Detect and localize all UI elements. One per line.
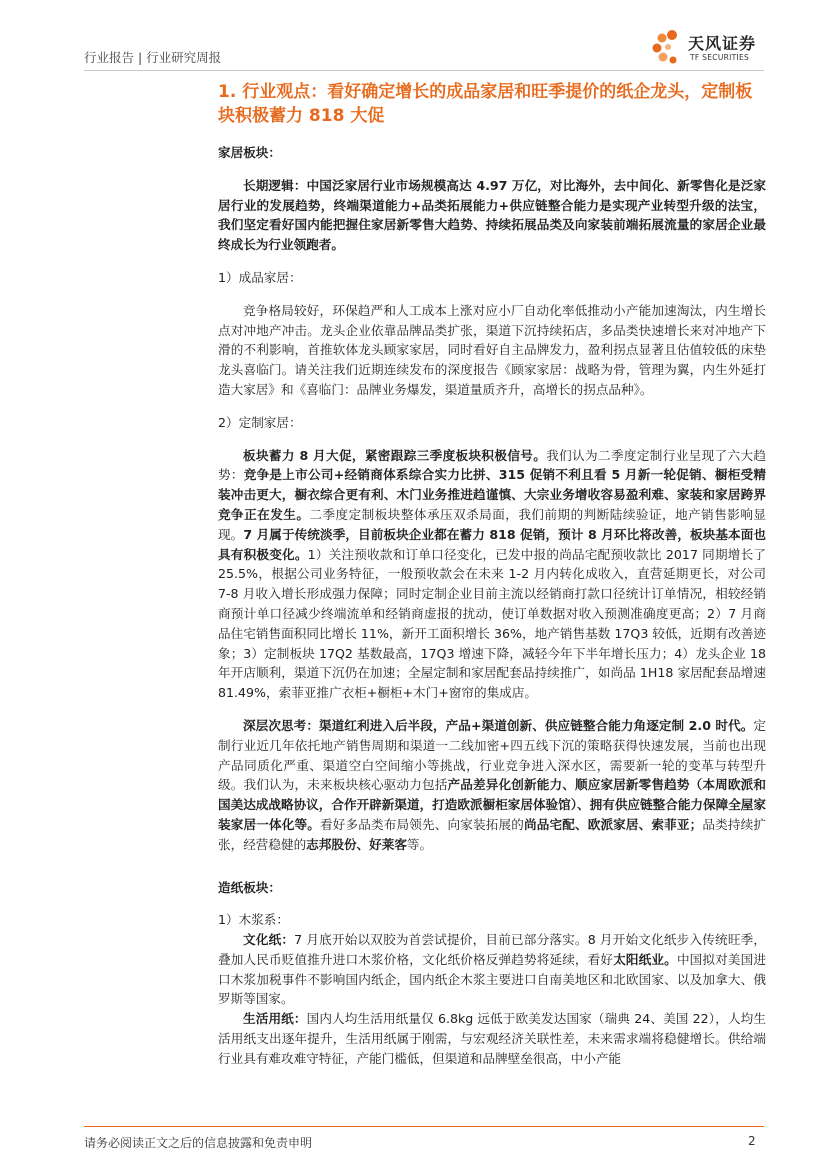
logo-name: 天风证券	[688, 34, 757, 53]
custom-furniture-paragraph: 板块蓄力 8 月大促，紧密跟踪三季度板块积极信号。我们认为二季度定制行业呈现了六大趋势：竞争是上市公司+经销商体系综合实力比拼、315 促销不利且看 5 月新一轮促销、橱柜受精装冲击更大，橱衣综合更有利、木门业务推进趋谨慎、大宗业务增收容易盈利难、家装和家居跨界竞争正在发生。二季度定制板块整体承压双杀局面，我们前期的判断陆续验证，地产销售影响显现。7 月属于传统淡季，目前板块企业都在蓄力 818 促销，预计 8 月环比将改善，板块基本面也具有积极变化。1）关注预收款和订单口径变化，已发中报的尚品宅配预收款比 2017 同期增长了 25.5%，根据公司业务特征，一般预收款会在未来 1-2 月内转化成收入，直营延期更长，对公司 7-8 月收入增长形成强力保障；同时定制企业目前主流以经销商打款口径统计订单情况，相较经销商预计单口径减少终端流单和经销商虚报的扰动，使订单数据对收入预测准确度更高；2）7 月商品住宅销售面积同比增长 11%，新开工面积增长 36%，地产销售基数 17Q3 较低，近期有改善迹象；3）定制板块 17Q2 基数最高，17Q3 增速下降，减轻今年下半年增长压力；4）龙头企业 18 年开店顺利，渠道下沉仍在加速；全屋定制和家居配套品持续推广，如尚品 1H18 家居配套品增速 81.49%，索菲亚推广衣柜+橱柜+木门+窗帘的集成店。	[218, 447, 767, 701]
page-number: 2	[748, 1134, 756, 1148]
section-title: 1. 行业观点：看好确定增长的成品家居和旺季提价的纸企龙头，定制板块积极蓄力 818 大促	[218, 82, 753, 126]
breadcrumb: 行业报告 | 行业研究周报	[84, 50, 222, 65]
logo-english-name: TF SECURITIES	[690, 53, 750, 62]
report-body	[218, 139, 766, 1069]
furniture-section-heading: 家居板块：	[218, 145, 281, 160]
company-logo	[646, 27, 766, 69]
wood-pulp-heading: 1）木浆系：	[218, 912, 289, 928]
custom-furniture-heading: 2）定制家居：	[218, 414, 302, 430]
paper-section-heading: 造纸板块：	[218, 879, 281, 895]
finished-furniture-paragraph: 竞争格局较好，环保趋严和人工成本上涨对应小厂自动化率低推动小产能加速淘汰，内生增长点对冲地产冲击。龙头企业依靠品牌品类扩张，渠道下沉持续拓店，多品类快速增长来对冲地产下滑的不利影响，首推软体龙头顾家家居，同时看好自主品牌发力，盈利拐点显著且估值较低的床垫龙头喜临门。请关注我们近期连续发布的深度报告《顾家家居：战略为骨，管理为翼，内生外延打造大家居》和《喜临门：品牌业务爆发，渠道量质齐升，高增长的拐点品种》。	[218, 302, 766, 397]
long-term-logic-paragraph: 长期逻辑：中国泛家居行业市场规模高达 4.97 万亿，对比海外，去中间化、新零售化是泛家居行业的发展趋势，终端渠道能力+品类拓展能力+供应链整合能力是实现产业转型升级的法宝，我们坚定看好国内能把握住家居新零售大趋势、持续拓展品类及向家装前端拓展流量的家居企业最终成长为行业领跑者。	[218, 177, 767, 253]
finished-furniture-heading: 1）成品家居：	[218, 269, 302, 285]
header-divider	[84, 70, 764, 71]
footer-disclaimer: 请务必阅读正文之后的信息披露和免责申明	[84, 1136, 313, 1150]
deep-thinking-paragraph: 深层次思考：渠道红利进入后半段，产品+渠道创新、供应链整合能力角逐定制 2.0 时代。定制行业近几年依托地产销售周期和渠道一二线加密+四五线下沉的策略获得快速发展，当前也出现产品同质化严重、渠道空白空间缩小等挑战，行业竞争进入深水区，需要新一轮的变革与转型升级。我们认为，未来板块核心驱动力包括产品差异化创新能力、顺应家居新零售趋势（本周欧派和国美达成战略协议，合作开辟新渠道，打造欧派橱柜家居体验馆）、拥有供应链整合能力保障全屋家装家居一体化等。看好多品类布局领先、向家装拓展的尚品宅配、欧派家居、索菲亚；品类持续扩张，经营稳健的志邦股份、好莱客等。	[218, 717, 767, 852]
flower-logo-icon	[646, 27, 686, 67]
household-paper-paragraph: 生活用纸：国内人均生活用纸量仅 6.8kg 远低于欧美发达国家（瑞典 24、美国 22），人均生活用纸支出逐年提升，生活用纸属于刚需，与宏观经济关联性差，未来需求端将稳健增长。供给端行业具有难攻难守特征，产能门槛低，但渠道和品牌壁垒很高，中小产能	[218, 1011, 766, 1066]
footer-divider	[84, 1126, 764, 1127]
cultural-paper-paragraph: 文化纸：7 月底开始以双胶为首尝试提价，目前已部分落实。8 月开始文化纸步入传统旺季，叠加人民币贬值推升进口木浆价格，文化纸价格反弹趋势将延续，看好太阳纸业。中国拟对美国进口木浆加税事件不影响国内纸企，国内纸企木浆主要进口自南美地区和北欧国家、以及加拿大、俄罗斯等国家。	[218, 932, 767, 1007]
